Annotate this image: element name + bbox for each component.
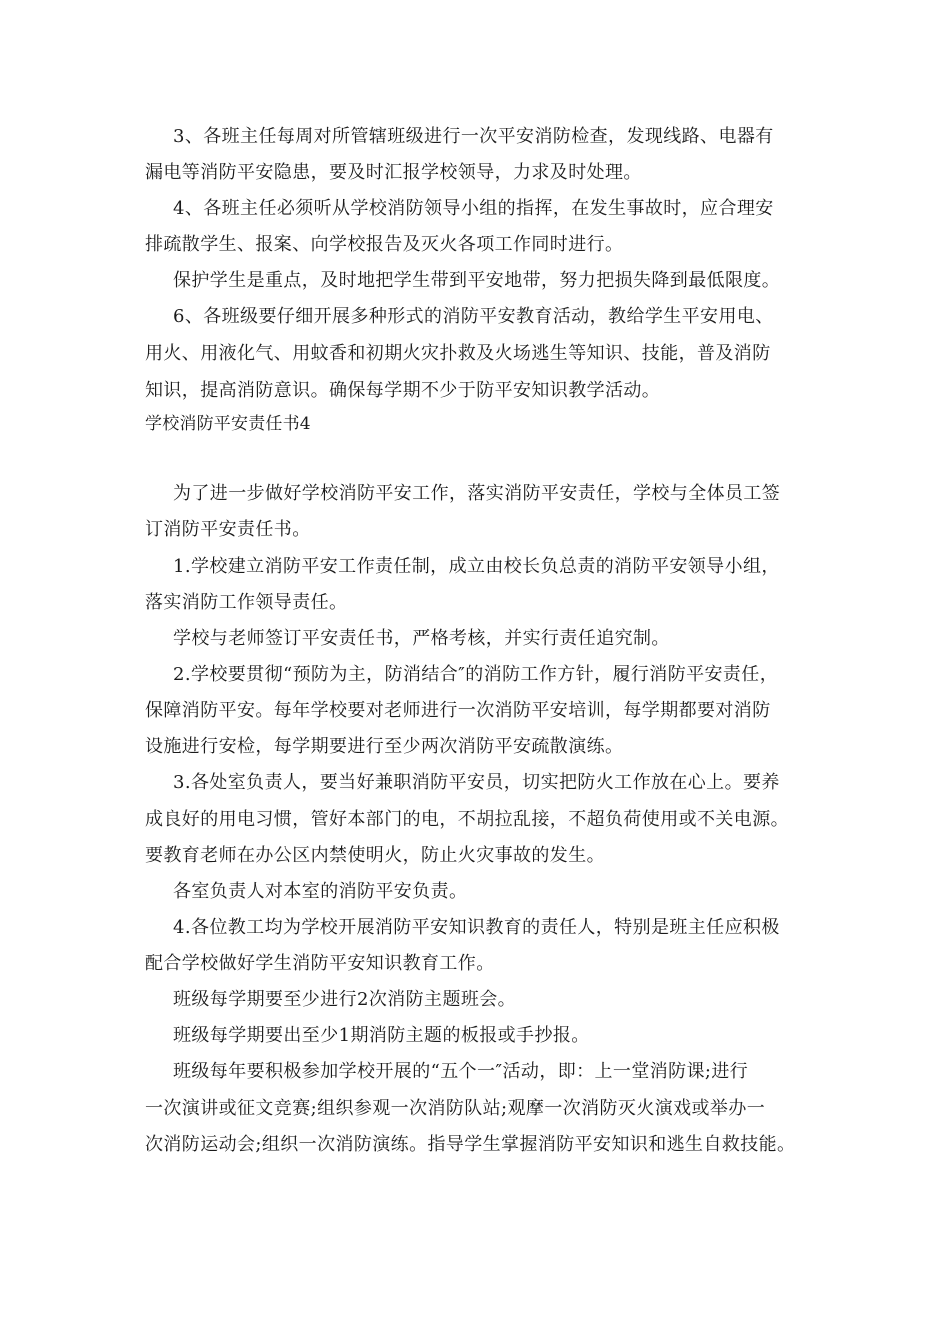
paragraph-line: 为了进一步做好学校消防平安工作，落实消防平安责任，学校与全体员工签 [173, 483, 781, 504]
paragraph-line: 班级每学期要至少进行2次消防主题班会。 [173, 989, 517, 1010]
section-title: 学校消防平安责任书4 [145, 414, 311, 434]
paragraph-line: 漏电等消防平安隐患，要及时汇报学校领导，力求及时处理。 [145, 162, 642, 183]
paragraph-line: 6、各班级要仔细开展多种形式的消防平安教育活动，教给学生平安用电、 [173, 306, 774, 327]
paragraph-line: 设施进行安检，每学期要进行至少两次消防平安疏散演练。 [145, 736, 624, 757]
paragraph-line: 各室负责人对本室的消防平安负责。 [173, 881, 468, 902]
paragraph-line: 次消防运动会;组织一次消防演练。指导学生掌握消防平安知识和逃生自救技能。 [145, 1134, 796, 1155]
paragraph-line: 用火、用液化气、用蚊香和初期火灾扑救及火场逃生等知识、技能，普及消防 [145, 343, 771, 364]
paragraph-line: 班级每学期要出至少1期消防主题的板报或手抄报。 [173, 1025, 590, 1046]
paragraph-line: 保护学生是重点，及时地把学生带到平安地带，努力把损失降到最低限度。 [173, 270, 781, 291]
paragraph-line: 保障消防平安。每年学校要对老师进行一次消防平安培训，每学期都要对消防 [145, 700, 771, 721]
paragraph-line: 要教育老师在办公区内禁使明火，防止火灾事故的发生。 [145, 845, 605, 866]
paragraph-line: 订消防平安责任书。 [145, 519, 311, 540]
paragraph-line: 一次演讲或征文竞赛;组织参观一次消防队站;观摩一次消防灭火演戏或举办一 [145, 1098, 766, 1119]
paragraph-line: 班级每年要积极参加学校开展的“五个一″活动，即：上一堂消防课;进行 [173, 1061, 749, 1082]
paragraph-line: 配合学校做好学生消防平安知识教育工作。 [145, 953, 495, 974]
paragraph-line: 落实消防工作领导责任。 [145, 592, 348, 613]
paragraph-line: 4.各位教工均为学校开展消防平安知识教育的责任人，特别是班主任应积极 [173, 917, 780, 938]
paragraph-line: 学校与老师签订平安责任书，严格考核，并实行责任追究制。 [173, 628, 670, 649]
paragraph-line: 3、各班主任每周对所管辖班级进行一次平安消防检查，发现线路、电器有 [173, 126, 774, 147]
paragraph-line: 3.各处室负责人，要当好兼职消防平安员，切实把防火工作放在心上。要养 [173, 772, 780, 793]
paragraph-line: 2.学校要贯彻“预防为主，防消结合″的消防工作方针，履行消防平安责任， [173, 664, 779, 685]
paragraph-line: 1.学校建立消防平安工作责任制，成立由校长负总责的消防平安领导小组， [173, 556, 780, 577]
paragraph-line: 排疏散学生、报案、向学校报告及灭火各项工作同时进行。 [145, 234, 624, 255]
paragraph-line: 知识，提高消防意识。确保每学期不少于防平安知识教学活动。 [145, 380, 661, 401]
paragraph-line: 4、各班主任必须听从学校消防领导小组的指挥，在发生事故时，应合理安 [173, 198, 774, 219]
paragraph-line: 成良好的用电习惯，管好本部门的电，不胡拉乱接，不超负荷使用或不关电源。 [145, 809, 789, 830]
